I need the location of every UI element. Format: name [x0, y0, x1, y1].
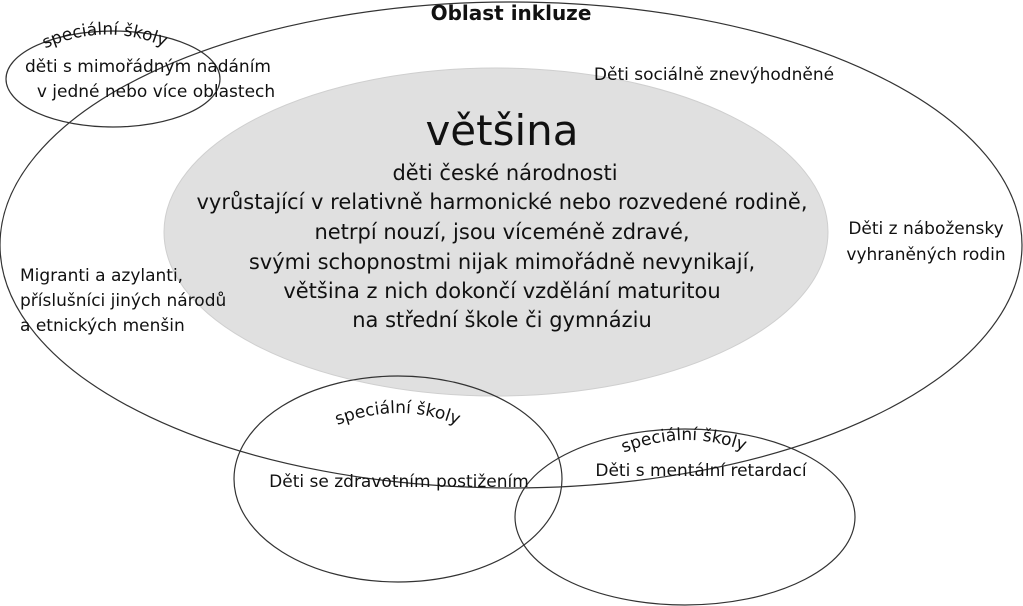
diagram-title: Oblast inkluze: [430, 1, 592, 25]
migrants-label: a etnických menšin: [20, 316, 185, 336]
religious-families-label: vyhraněných rodin: [846, 245, 1006, 265]
migrants-label: příslušníci jiných národů: [20, 291, 227, 311]
mental-special-school-label: speciální školy: [618, 424, 750, 458]
majority-line: netrpí nouzí, jsou víceméně zdravé,: [314, 220, 690, 244]
gifted-children-label: v jedné nebo více oblastech: [36, 82, 276, 102]
majority-heading: většina: [425, 106, 579, 155]
majority-line: děti české národnosti: [392, 161, 618, 185]
health-special-school-label: speciální školy: [332, 397, 464, 430]
majority-line: většina z nich dokončí vzdělání maturitou: [283, 279, 721, 303]
health-disability-label: Děti se zdravotním postižením: [269, 472, 529, 492]
religious-families-label: Děti z nábožensky: [848, 219, 1004, 239]
mental-retardation-label: Děti s mentální retardací: [595, 461, 807, 481]
socially-disadvantaged-label: Děti sociálně znevýhodněné: [593, 65, 835, 85]
majority-line: na střední škole či gymnáziu: [352, 308, 652, 332]
gifted-school-ellipse: [6, 31, 220, 127]
migrants-label: Migranti a azylanti,: [20, 266, 184, 286]
gifted-children-label: děti s mimořádným nadáním: [24, 57, 272, 77]
majority-line: svými schopnostmi nijak mimořádně nevynikají,: [248, 250, 756, 274]
gifted-special-school-label: speciální školy: [39, 19, 171, 54]
majority-line: vyrůstající v relativně harmonické nebo rozvedené rodině,: [196, 190, 808, 214]
mental-school-ellipse: [515, 429, 855, 605]
